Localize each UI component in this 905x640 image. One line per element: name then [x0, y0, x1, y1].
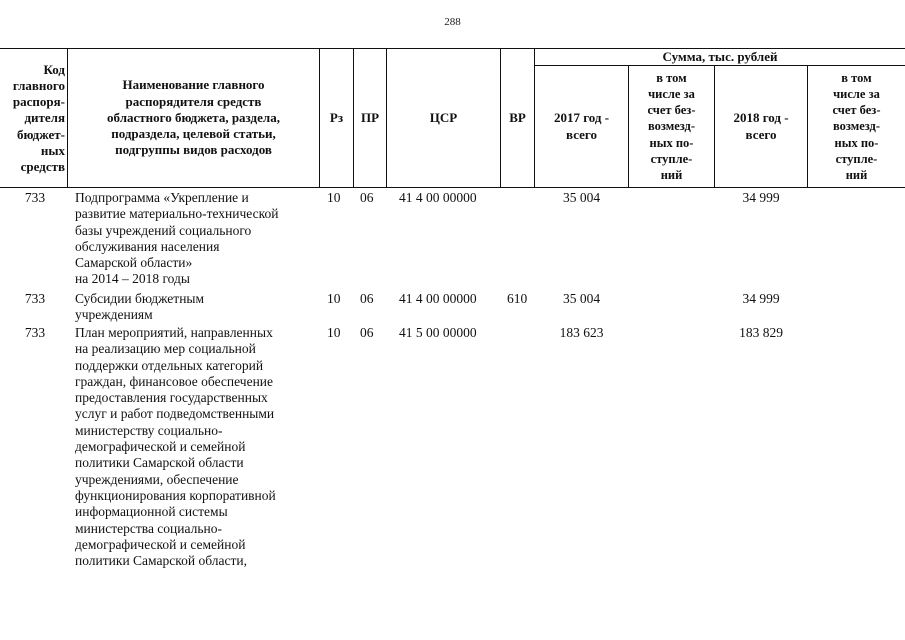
- header-incl-line: ний: [660, 168, 683, 182]
- row-2017-total: 35 004: [562, 291, 601, 306]
- row-name-line: информационной системы: [75, 504, 228, 520]
- row-name-line: министерству социально-: [75, 422, 223, 438]
- header-code-line: главного: [12, 77, 65, 93]
- row-name-line: услуг и работ подведомственными: [75, 406, 275, 422]
- row-name-line: обслуживания населения: [75, 238, 220, 254]
- row-csr: 41 5 00 00000: [399, 325, 477, 340]
- header-incl-line: возмезд-: [647, 119, 696, 134]
- header-vr: ВР: [509, 109, 526, 125]
- row-name-line: Субсидии бюджетным: [75, 291, 205, 306]
- row-name: [75, 291, 315, 324]
- header-incl-line: в том: [841, 70, 872, 85]
- header-name: [68, 49, 319, 187]
- row-name-line: политики Самарской области: [75, 455, 244, 471]
- row-name-line: Самарской области»: [75, 255, 193, 271]
- header-code-line: ных: [40, 142, 65, 158]
- row-name-line: учреждениям: [75, 307, 153, 323]
- header-name-line: областного бюджета, раздела,: [107, 109, 280, 125]
- header-incl-line: счет без-: [647, 103, 696, 118]
- row-name-line: демографической и семейной: [75, 439, 246, 455]
- header-bottom-line: [0, 187, 905, 188]
- row-name-line: поддержки отдельных категорий: [75, 357, 264, 373]
- row-name-line: развитие материально-технической: [75, 206, 279, 222]
- header-incl-line: в том: [656, 70, 687, 85]
- row-name-line: министерства социально-: [75, 520, 222, 536]
- row-code: 733: [24, 190, 46, 205]
- header-2018-line: всего: [745, 126, 777, 142]
- header-code-line: распоря-: [12, 94, 65, 110]
- row-name-line: учреждениями, обеспечение: [75, 471, 239, 487]
- header-incl-line: возмезд-: [832, 119, 881, 134]
- header-csr: ЦСР: [429, 109, 458, 125]
- row-pr: 06: [360, 291, 374, 306]
- row-name: [75, 190, 315, 288]
- header-2018-line: 2018 год -: [733, 110, 789, 126]
- row-rz: 10: [327, 325, 341, 340]
- header-code-line: дителя: [24, 110, 65, 126]
- header-name-line: подраздела, целевой статьи,: [111, 126, 276, 142]
- header-name-line: Наименование главного: [122, 77, 265, 93]
- row-name-line: на реализацию мер социальной: [75, 341, 256, 357]
- table-header: [0, 48, 905, 188]
- row-rz: 10: [327, 190, 341, 205]
- header-incl-line: ний: [845, 168, 868, 182]
- header-2018-total: [715, 66, 807, 187]
- row-csr: 41 4 00 00000: [399, 291, 477, 306]
- header-code-line: бюджет-: [16, 126, 65, 142]
- header-2017-incl-gratuitous: [629, 66, 714, 187]
- header-name-line: распорядителя средств: [125, 93, 262, 109]
- header-code-line: Код: [43, 61, 65, 77]
- header-name-line: подгруппы видов расходов: [115, 142, 272, 158]
- row-rz: 10: [327, 291, 341, 306]
- row-csr: 41 4 00 00000: [399, 190, 477, 205]
- row-name-line: План мероприятий, направленных: [75, 325, 273, 340]
- row-name-line: граждан, финансовое обеспечение: [75, 373, 274, 389]
- header-incl-line: счет без-: [832, 103, 881, 118]
- row-pr: 06: [360, 325, 374, 340]
- page-number: 288: [444, 16, 461, 28]
- row-2018-total: 34 999: [742, 190, 780, 205]
- row-vr: 610: [507, 291, 528, 306]
- header-code: [0, 50, 67, 187]
- row-2017-total: 35 004: [562, 190, 601, 205]
- header-incl-line: ных по-: [834, 135, 879, 150]
- row-name-line: на 2014 – 2018 годы: [75, 271, 190, 287]
- row-name-line: демографической и семейной: [75, 536, 246, 552]
- row-pr: 06: [360, 190, 374, 205]
- row-name: [75, 325, 315, 569]
- header-incl-line: ных по-: [649, 135, 694, 150]
- header-2018-incl-gratuitous: [808, 66, 905, 187]
- row-name-line: предоставления государственных: [75, 390, 268, 406]
- header-incl-line: числе за: [648, 86, 695, 101]
- row-name-line: базы учреждений социального: [75, 222, 252, 238]
- header-incl-line: ступле-: [835, 151, 878, 166]
- row-code: 733: [24, 325, 46, 340]
- header-2017-total: [535, 66, 628, 187]
- row-2018-total: 34 999: [742, 291, 780, 306]
- header-2017-line: всего: [566, 126, 597, 142]
- row-name-line: политики Самарской области,: [75, 553, 247, 569]
- header-incl-line: ступле-: [650, 151, 693, 166]
- header-incl-line: числе за: [833, 86, 880, 101]
- row-2017-total: 183 623: [559, 325, 604, 340]
- row-2018-total: 183 829: [739, 325, 783, 340]
- row-name-line: Подпрограмма «Укрепление и: [75, 190, 249, 205]
- header-code-line: средств: [20, 159, 65, 174]
- row-code: 733: [24, 291, 46, 306]
- row-name-line: функционирования корпоративной: [75, 487, 276, 503]
- header-rz: Рз: [329, 109, 344, 125]
- header-pr: ПР: [360, 109, 380, 125]
- header-2017-line: 2017 год -: [553, 110, 610, 126]
- header-sum-group: Сумма, тыс. рублей: [662, 49, 778, 64]
